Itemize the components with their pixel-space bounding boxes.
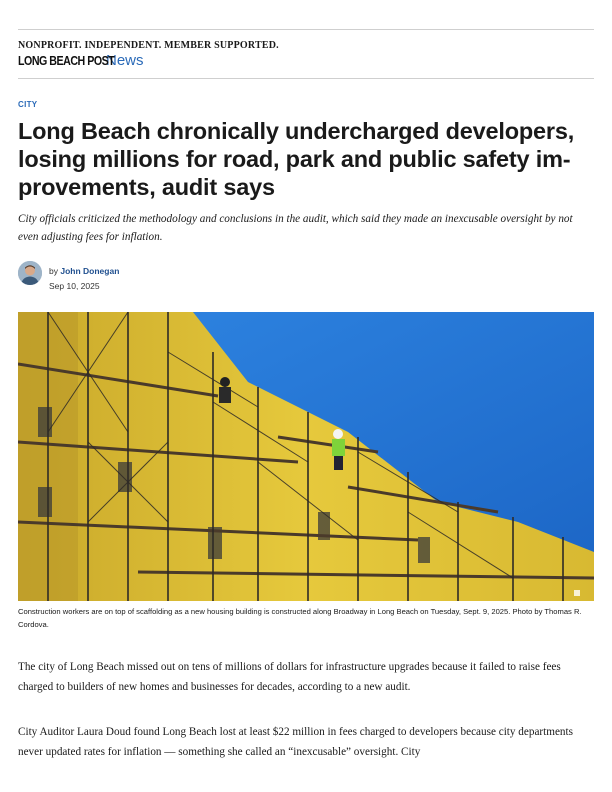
top-rule bbox=[18, 29, 594, 30]
article-photo bbox=[18, 312, 594, 601]
article-dek: City officials criticized the methodology and conclusions in the audit, which said they made an inexcusable oversight by not even adjusting fees for inflation. bbox=[18, 213, 573, 243]
body-paragraph: City Auditor Laura Doud found Long Beach lost at least $22 million in fees charged to developers because city departments never updated rates for inflation — something she called an “inexcusable” oversight. City bbox=[18, 726, 573, 758]
section-name[interactable]: News bbox=[106, 52, 144, 69]
publish-date: Sep 10, 2025 bbox=[49, 281, 100, 291]
masthead-rule bbox=[18, 78, 594, 79]
author-avatar[interactable] bbox=[18, 261, 42, 285]
masthead[interactable] bbox=[18, 52, 144, 69]
byline-prefix: by bbox=[49, 266, 58, 276]
byline bbox=[49, 266, 119, 276]
article-headline: Long Beach chronically undercharged developers, losing millions for road, park and public safety im-provements, audit says bbox=[18, 118, 575, 200]
site-tagline: NONPROFIT. INDEPENDENT. MEMBER SUPPORTED. bbox=[18, 40, 279, 51]
body-paragraph: The city of Long Beach missed out on tens of millions of dollars for infrastructure upgrades because it failed to raise fees charged to builders of new homes and businesses for decades, according to a new audit. bbox=[18, 661, 561, 693]
photo-caption: Construction workers are on top of scaffolding as a new housing building is constructed along Broadway in Long Beach on Tuesday, Sept. 9, 2025. Photo by Thomas R. Cordova. bbox=[18, 607, 582, 629]
author-link[interactable]: John Donegan bbox=[60, 266, 120, 276]
category-label[interactable]: CITY bbox=[18, 100, 38, 109]
site-logo[interactable]: LONG BEACH POST bbox=[18, 53, 115, 68]
